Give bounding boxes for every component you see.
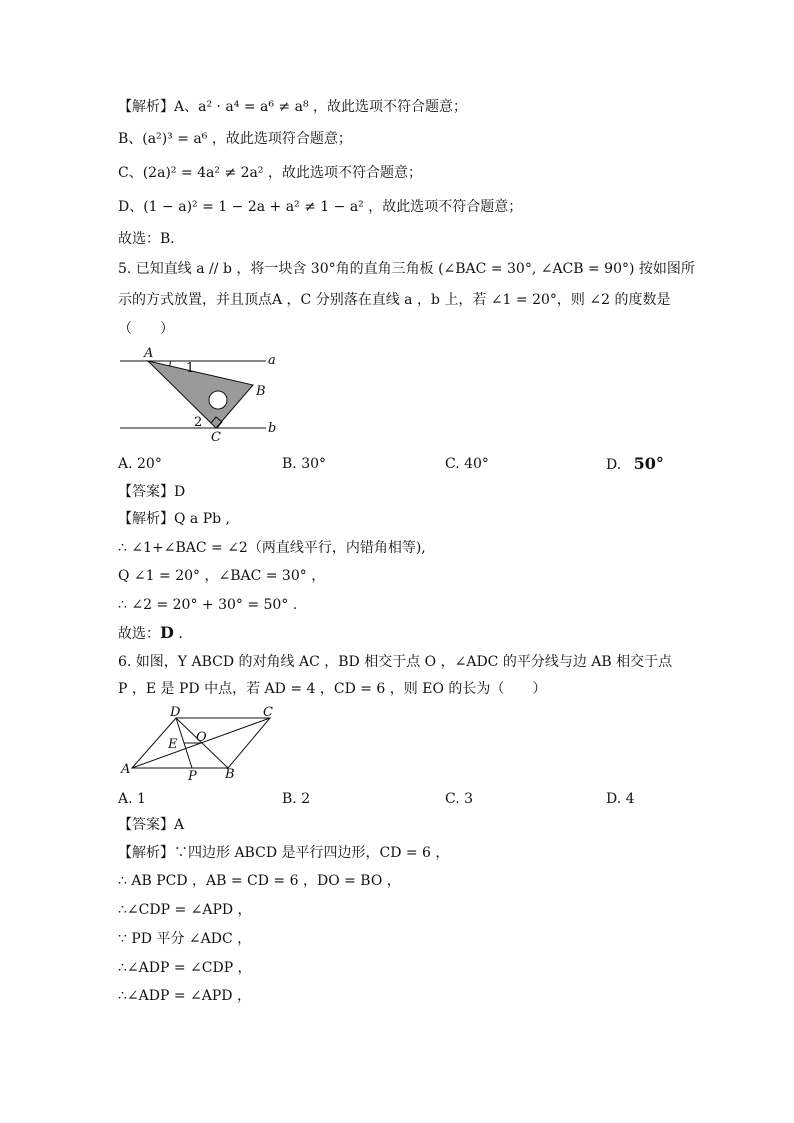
q6-analysis-2: ∴ AB PCD ，AB = CD = 6 ，DO = BO ， bbox=[118, 873, 401, 889]
q5-analysis-4: ∴ ∠2 = 20° + 30° = 50° . bbox=[118, 597, 298, 613]
q6-option-d: D. 4 bbox=[606, 791, 635, 807]
q6-analysis-1: 【解析】∵四边形 ABCD 是平行四边形，CD = 6 ， bbox=[118, 845, 450, 861]
q5-analysis-3: Q ∠1 = 20° ，∠BAC = 30° ， bbox=[118, 568, 326, 584]
q4-analysis-a: 【解析】A、a² · a⁴ = a⁶ ≠ a⁸ ，故此选项不符合题意； bbox=[118, 99, 468, 115]
q6-analysis-3: ∴∠CDP = ∠APD ， bbox=[118, 902, 252, 918]
label-A: A bbox=[144, 346, 154, 361]
label-B: B bbox=[225, 767, 235, 782]
label-D: D bbox=[170, 705, 181, 720]
label-b: b bbox=[268, 421, 277, 436]
q4-choose: 故选：B． bbox=[118, 231, 185, 247]
q5-choose bbox=[118, 624, 183, 643]
q6-analysis-6: ∴∠ADP = ∠APD ， bbox=[118, 988, 251, 1004]
label-B: B bbox=[256, 384, 266, 399]
q6-option-c: C. 3 bbox=[445, 791, 474, 807]
ruler-hole bbox=[209, 391, 227, 409]
q4-analysis-c: C、(2a)² = 4a² ≠ 2a² ，故此选项不符合题意； bbox=[118, 165, 422, 181]
label-angle1: 1 bbox=[186, 361, 195, 376]
label-O: O bbox=[196, 730, 207, 745]
q6-option-a: A. 1 bbox=[118, 791, 146, 807]
q6-answer: 【答案】A bbox=[118, 817, 185, 833]
label-P: P bbox=[188, 769, 197, 784]
q6-figure bbox=[118, 704, 283, 784]
q4-analysis-b: B、(a²)³ = a⁶ ，故此选项符合题意； bbox=[118, 131, 352, 147]
q6-stem-line2: P ，E 是 PD 中点，若 AD = 4 ，CD = 6 ，则 EO 的长为（ ） bbox=[118, 681, 547, 697]
angle1-arc bbox=[169, 361, 170, 366]
q5-stem-line1: 5. 已知直线 a // b ，将一块含 30°角的直角三角板 (∠BAC = 30°, ∠ACB = 90°) 按如图所 bbox=[118, 261, 695, 277]
q5-stem-line2: 示的方式放置，并且顶点A ，C 分别落在直线 a ，b 上，若 ∠1 = 20°，则 ∠2 的度数是 bbox=[118, 292, 671, 308]
q5-option-d-value: 50° bbox=[633, 454, 664, 473]
q5-analysis-1: 【解析】Q a Pb , bbox=[118, 511, 231, 527]
label-C: C bbox=[263, 705, 273, 720]
q5-blank: （ ） bbox=[118, 321, 174, 337]
q5-analysis-2: ∴ ∠1+∠BAC = ∠2（两直线平行，内错角相等), bbox=[118, 540, 426, 556]
q5-choose-prefix: 故选： bbox=[118, 626, 160, 642]
q5-option-d bbox=[606, 455, 664, 474]
label-C: C bbox=[211, 430, 221, 445]
label-a: a bbox=[268, 353, 276, 368]
q6-option-b: B. 2 bbox=[282, 791, 311, 807]
q6-analysis-5: ∴∠ADP = ∠CDP ， bbox=[118, 960, 252, 976]
q5-answer: 【答案】D bbox=[118, 484, 186, 500]
q6-analysis-4: ∵ PD 平分 ∠ADC ， bbox=[118, 931, 252, 947]
label-A: A bbox=[121, 762, 131, 777]
q5-figure bbox=[118, 345, 288, 445]
q5-option-b: B. 30° bbox=[282, 456, 327, 472]
q5-option-c: C. 40° bbox=[445, 456, 489, 472]
q5-choose-value: D bbox=[160, 623, 174, 642]
q5-choose-suffix: . bbox=[173, 626, 183, 642]
label-angle2: 2 bbox=[194, 415, 203, 430]
q6-stem-line1: 6. 如图，Y ABCD 的对角线 AC ，BD 相交于点 O ，∠ADC 的平分线与边 AB 相交于点 bbox=[118, 654, 673, 670]
q5-option-d-label: D. bbox=[606, 457, 622, 473]
q4-analysis-d: D、(1 − a)² = 1 − 2a + a² ≠ 1 − a² ，故此选项不符合题意； bbox=[118, 199, 523, 215]
label-E: E bbox=[168, 737, 178, 752]
q5-option-a: A. 20° bbox=[118, 456, 162, 472]
